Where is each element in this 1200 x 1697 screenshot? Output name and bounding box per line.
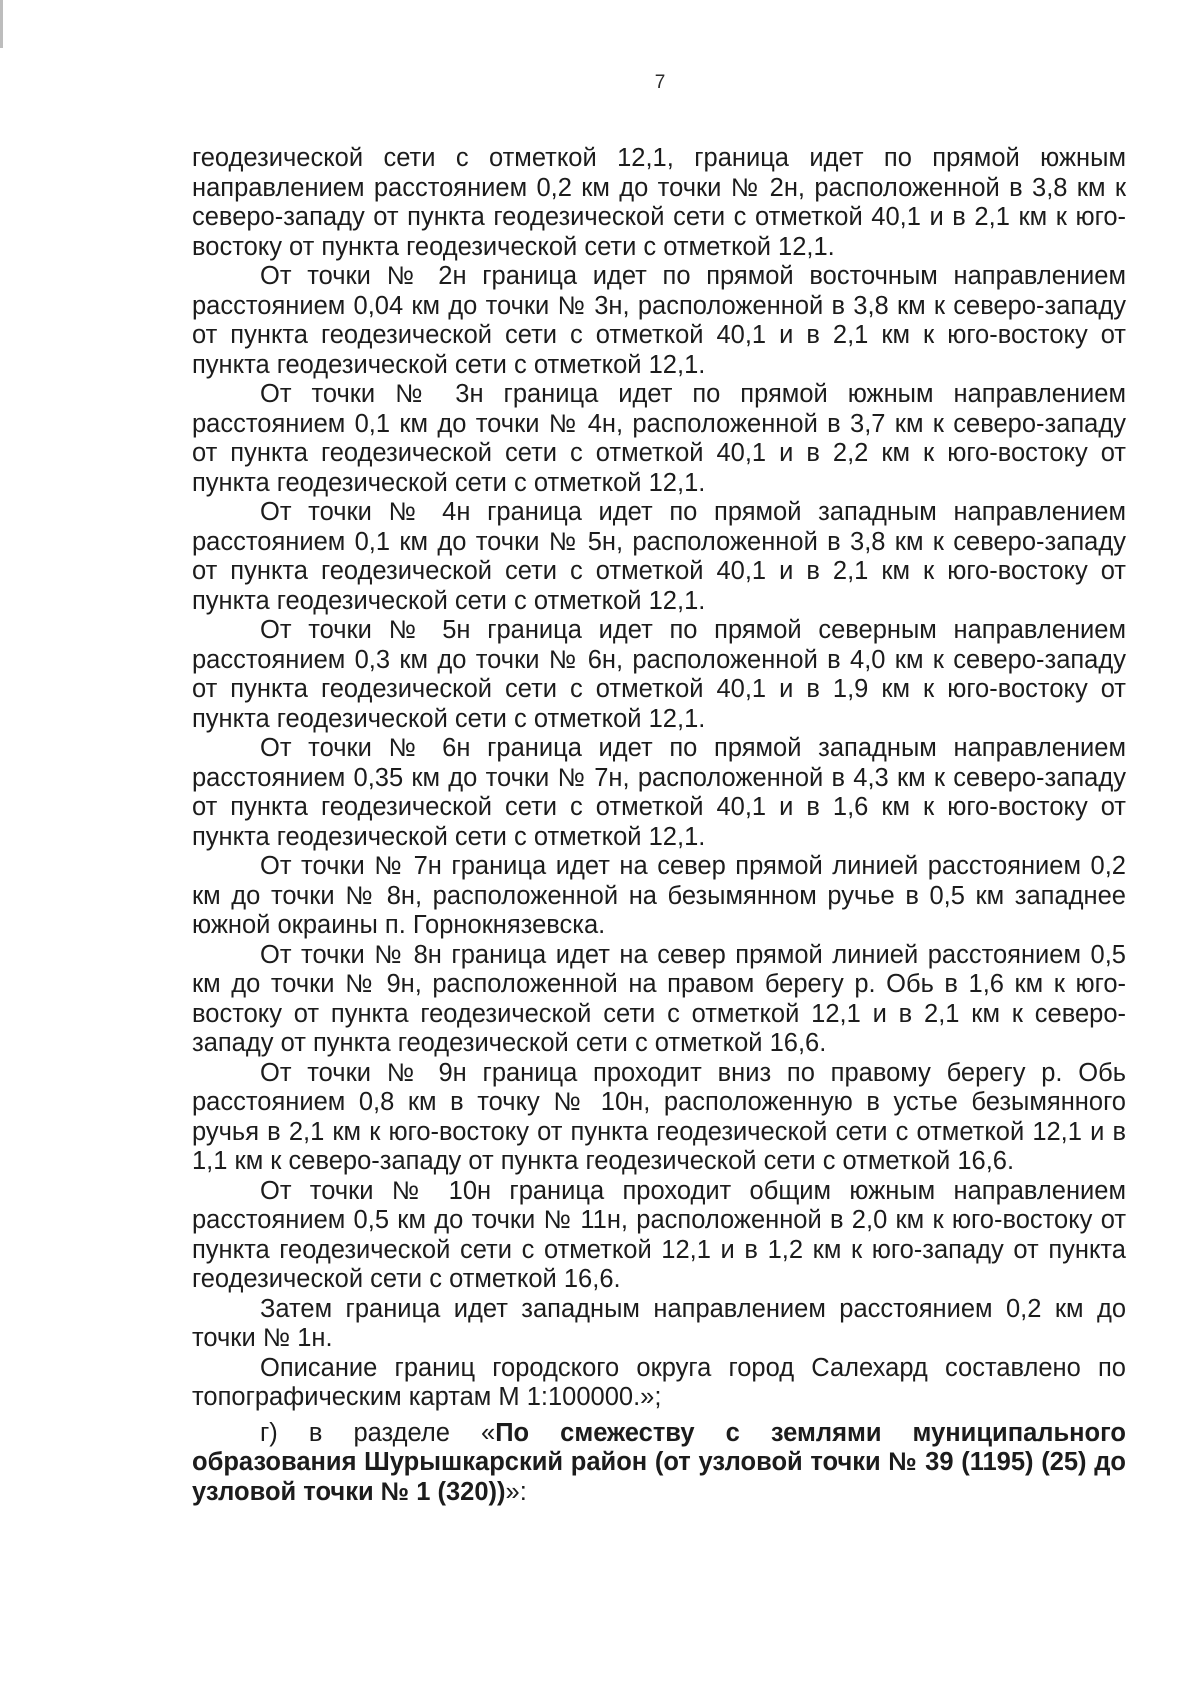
paragraph-closing-1n: Затем граница идет западным направлением расстоянием 0,2 км до точки № 1н. — [192, 1294, 1126, 1352]
paragraph-point-9n: От точки № 9н граница проходит вниз по правому берегу р. Обь расстоянием 0,8 км в точку № 10н, расположенную в устье безымянного ручья в 2,1 км к юго-востоку от пункта геодезической сети с отметкой 12,1 и в 1,1 км к северо-западу от пункта геодезической сети с отметкой 16,6. — [192, 1058, 1126, 1175]
section-item-title: По смежеству с землями муниципального образования Шурышкарский район (от узловой точки № 39 (1195) (25) до узловой точки № 1 (320)) — [192, 1418, 1126, 1506]
document-body — [192, 144, 1126, 1507]
section-item-prefix: г) в разделе « — [260, 1418, 496, 1447]
scan-edge-mark — [0, 0, 3, 48]
paragraph-point-4n: От точки № 4н граница идет по прямой западным направлением расстоянием 0,1 км до точки № 5н, расположенной в 3,8 км к северо-западу от пункта геодезической сети с отметкой 40,1 и в 2,1 км к юго-востоку от пункта геодезической сети с отметкой 12,1. — [192, 498, 1126, 615]
paragraph-point-10n: От точки № 10н граница проходит общим южным направлением расстоянием 0,5 км до точки № 11н, расположенной в 2,0 км к юго-востоку от пункта геодезической сети с отметкой 12,1 и в 1,2 км к юго-западу от пункта геодезической сети с отметкой 16,6. — [192, 1176, 1126, 1293]
paragraph-point-7n: От точки № 7н граница идет на север прямой линией расстоянием 0,2 км до точки № 8н, расположенной на безымянном ручье в 0,5 км западнее южной окраины п. Горнокнязевска. — [192, 852, 1126, 939]
paragraph-continuation: геодезической сети с отметкой 12,1, граница идет по прямой южным направлением расстоянием 0,2 км до точки № 2н, расположенной в 3,8 км к северо-западу от пункта геодезической сети с отметкой 40,1 и в 2,1 км к юго-востоку от пункта геодезической сети с отметкой 12,1. — [192, 144, 1126, 261]
page-number: 7 — [654, 72, 666, 93]
paragraph-section-item-g — [192, 1419, 1126, 1508]
paragraph-map-source: Описание границ городского округа город Салехард составлено по топографическим картам М 1:100000.»; — [192, 1353, 1126, 1411]
paragraph-point-2n: От точки № 2н граница идет по прямой восточным направлением расстоянием 0,04 км до точки № 3н, расположенной в 3,8 км к северо-западу от пункта геодезической сети с отметкой 40,1 и в 2,1 км к юго-востоку от пункта геодезической сети с отметкой 12,1. — [192, 262, 1126, 379]
paragraph-point-3n: От точки № 3н граница идет по прямой южным направлением расстоянием 0,1 км до точки № 4н, расположенной в 3,7 км к северо-западу от пункта геодезической сети с отметкой 40,1 и в 2,2 км к юго-востоку от пункта геодезической сети с отметкой 12,1. — [192, 380, 1126, 497]
section-item-suffix: »: — [505, 1477, 527, 1506]
paragraph-point-6n: От точки № 6н граница идет по прямой западным направлением расстоянием 0,35 км до точки № 7н, расположенной в 4,3 км к северо-западу от пункта геодезической сети с отметкой 40,1 и в 1,6 км к юго-востоку от пункта геодезической сети с отметкой 12,1. — [192, 734, 1126, 851]
paragraph-point-5n: От точки № 5н граница идет по прямой северным направлением расстоянием 0,3 км до точки № 6н, расположенной в 4,0 км к северо-западу от пункта геодезической сети с отметкой 40,1 и в 1,9 км к юго-востоку от пункта геодезической сети с отметкой 12,1. — [192, 616, 1126, 733]
paragraph-point-8n: От точки № 8н граница идет на север прямой линией расстоянием 0,5 км до точки № 9н, расположенной на правом берегу р. Обь в 1,6 км к юго-востоку от пункта геодезической сети с отметкой 12,1 и в 2,1 км к северо-западу от пункта геодезической сети с отметкой 16,6. — [192, 940, 1126, 1057]
